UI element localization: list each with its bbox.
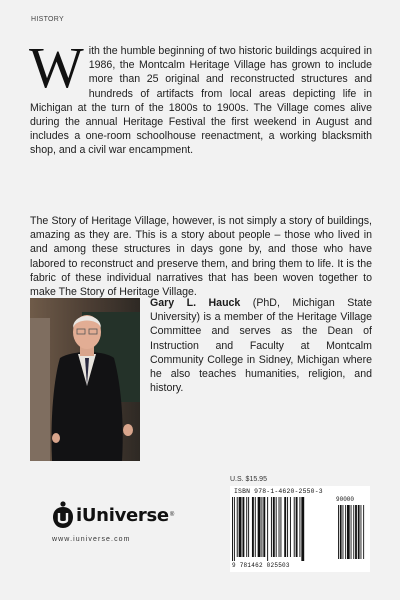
author-bio (150, 296, 372, 395)
author-name: Gary L. Hauck (150, 297, 241, 309)
barcode-bars (232, 497, 368, 561)
price-label: U.S. $15.95 (230, 476, 267, 483)
isbn-barcode (230, 486, 370, 572)
logo-wordmark: iUniverse (76, 504, 169, 526)
intro-paragraph (29, 35, 372, 158)
second-paragraph: The Story of Heritage Village, however, is not simply a story of buildings, amazing as they are. This is a story about people – those who lived in and among these structures in days gone by, and those who have labored to reconstruct and preserve them, and bring them to life. It is the fabric of these individual narratives that has been woven together to make The Story of Heritage Village. (30, 215, 372, 299)
category-label: HISTORY (31, 16, 64, 23)
publisher-logo: iUniverse ® (52, 500, 174, 530)
author-bio-text: (PhD, Michigan State University) is a member of the Heritage Village Committee and serves as the Dean of Instruction and Faculty at Montcalm Community College in Sidney, Michigan where he also teaches humanities, religion, and history. (150, 297, 372, 395)
publisher-website: www.iuniverse.com (52, 536, 131, 543)
isbn-label: ISBN 978-1-4620-2550-3 (234, 488, 323, 495)
iuniverse-logo-icon (52, 501, 74, 529)
author-photo (30, 298, 140, 461)
drop-cap: W (29, 35, 84, 100)
isbn-digits: 9 781462 025503 (232, 562, 290, 569)
intro-text: ith the humble beginning of two historic buildings acquired in 1986, the Montcalm Heritage Village has grown to include more than 25 original and reconstructed structures and hundreds of artifacts from local areas depicting life in Michigan at the turn of the 1800s to 1900s. The Village comes alive during the annual Heritage Festival the first weekend in August and includes a one-room schoolhouse reenactment, a working blacksmith shop, and a civil war encampment. (30, 45, 372, 157)
addon-digits: 90000 (336, 496, 355, 503)
